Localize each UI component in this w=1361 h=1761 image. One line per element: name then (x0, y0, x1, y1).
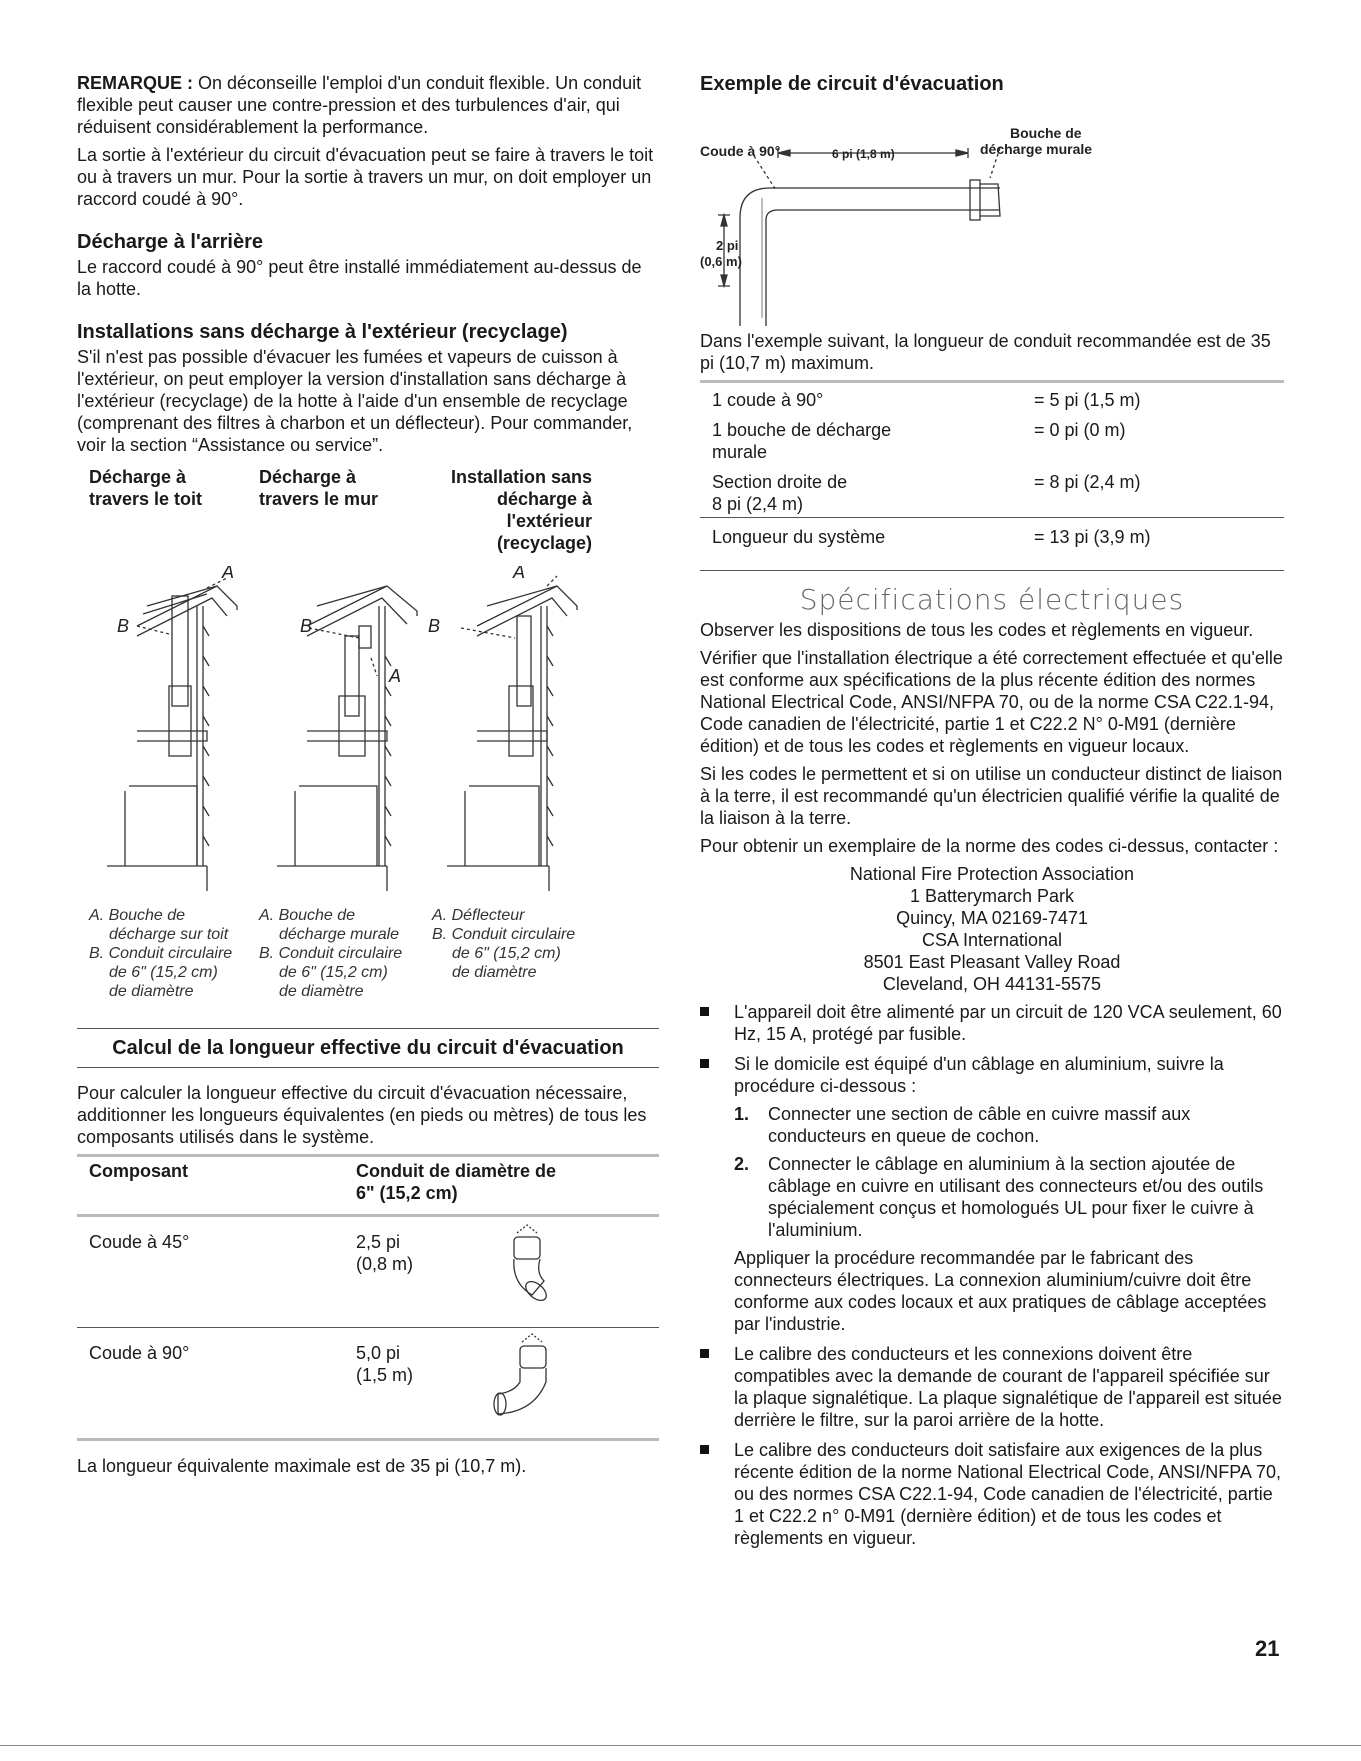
table-row: Coude à 45° 2,5 pi (0,8 m) (77, 1216, 659, 1328)
table-row: 1 coude à 90° = 5 pi (1,5 m) (712, 390, 1141, 410)
bouche-label-2: décharge murale (980, 141, 1093, 157)
height-label-2: (0,6 m) (700, 254, 742, 269)
bottom-rule (0, 1745, 1361, 1746)
sortie-paragraph: La sortie à l'extérieur du circuit d'évacuation peut se faire à travers le toit ou à travers un mur. Pour la sortie à travers un mur, on doit employer un raccord coudé à 90°. (77, 145, 654, 209)
recyclage-title: Installations sans décharge à l'extérieur (recyclage) (77, 321, 568, 343)
length-label: 6 pi (1,8 m) (832, 147, 895, 161)
fig1-label-a: A (222, 566, 235, 582)
remarque-text: On déconseille l'emploi d'un conduit flexible. Un conduit flexible peut causer une contre-pression et des turbulences d'air, qui réduisent considérablement la performance. (77, 73, 642, 137)
height-label-1: 2 pi (716, 238, 739, 253)
calcul-title: Calcul de la longueur effective du circuit d'évacuation (77, 1028, 659, 1068)
list-item: 2. Connecter le câblage en aluminium à la section ajoutée de câblage en cuivre en utilisant des connecteurs et/ou des outils spécialement conçus et homologués UL pour fixer le cuivre à l'aluminium. (734, 1154, 1264, 1240)
installation-drawings (77, 566, 659, 906)
list-item: Le calibre des conducteurs et les connexions doivent être compatibles avec la demande de courant de l'appareil spécifiée sur la plaque signalétique. La plaque signalétique de l'appareil est située derrière le filtre, sur la paroi arrière de la hotte. (700, 1343, 1284, 1431)
coude-label: Coude à 90° (700, 143, 781, 159)
caption-wall: A. Bouche de décharge murale B. Conduit circulaire de 6" (15,2 cm) de diamètre (259, 907, 403, 1000)
figure-headings (77, 466, 659, 566)
decharge-arriere-title: Décharge à l'arrière (77, 231, 263, 253)
caption-roof: A. Bouche de décharge sur toit B. Conduit circulaire de 6" (15,2 cm) de diamètre (89, 907, 233, 1000)
left-column (77, 72, 659, 1483)
fig2-label-b: B (300, 616, 313, 636)
spec-p3: Si les codes le permettent et si on utilise un conducteur distinct de liaison à la terre, il est recommandé qu'un électricien qualifié vérifie la qualité de la liaison à la terre. (700, 764, 1283, 828)
table-row: Coude à 90° 5,0 pi (1,5 m) (77, 1328, 659, 1440)
figure-heading-roof: Décharge à travers le toit (89, 467, 203, 509)
list-item: 1. Connecter une section de câble en cuivre massif aux conducteurs en queue de cochon. (734, 1104, 1191, 1146)
table-total-row: Longueur du système = 13 pi (3,9 m) (700, 518, 1284, 571)
exemple-text: Dans l'exemple suivant, la longueur de conduit recommandée est de 35 pi (10,7 m) maximum. (700, 331, 1271, 373)
max-length-text: La longueur équivalente maximale est de 35 pi (10,7 m). (77, 1456, 527, 1476)
spec-p4: Pour obtenir un exemplaire de la norme des codes ci-dessus, contacter : (700, 836, 1279, 856)
fig2-label-a: A (389, 666, 402, 686)
electrical-bullets (700, 1001, 1284, 1549)
components-table-header (77, 1156, 659, 1216)
recycle-install-drawing (447, 586, 577, 891)
fig1-label-b: B (117, 616, 130, 636)
fig3-label-b: B (428, 616, 441, 636)
elbow-45-icon (492, 1223, 562, 1313)
elbow-90-icon (484, 1332, 574, 1422)
caption-recycle: A. Déflecteur B. Conduit circulaire de 6" (15,2 cm) de diamètre (432, 907, 576, 981)
list-item: L'appareil doit être alimenté par un circuit de 120 VCA seulement, 60 Hz, 15 A, protégé par fusible. (700, 1001, 1284, 1045)
spec-title: Spécifications électriques (799, 583, 1185, 616)
figure-heading-recycle: Installation sans décharge à l'extérieur (recyclage) (450, 467, 592, 553)
calcul-text: Pour calculer la longueur effective du circuit d'évacuation nécessaire, additionner les longueurs équivalentes (en pieds ou mètres) de tous les composants utilisés dans le système. (77, 1083, 647, 1147)
example-table (700, 380, 1284, 571)
address-block: National Fire Protection Association 1 Batterymarch Park Quincy, MA 02169-7471 CSA International 8501 East Pleasant Valley Road Cleveland, OH 44131-5575 (849, 864, 1135, 994)
appliquer-text: Appliquer la procédure recommandée par le fabricant des connecteurs électriques. La connexion aluminium/cuivre doit être conforme aux codes locaux et aux pratiques de câblage acceptées par l'industrie. (734, 1248, 1267, 1334)
wall-install-drawing (277, 586, 417, 891)
table-row: Section droite de 8 pi (2,4 m) = 8 pi (2,4 m) (712, 472, 1141, 514)
recyclage-text: S'il n'est pas possible d'évacuer les fumées et vapeurs de cuisson à l'extérieur, on peut employer la version d'installation sans décharge à l'extérieur (recyclage) de la hotte à l'aide d'un ensemble de recyclage (comprenant des filtres à charbon et un déflecteur). Pour commander, voir la section “Assistance ou service”. (77, 347, 633, 455)
list-item: Le calibre des conducteurs doit satisfaire aux exigences de la plus récente édition de la norme National Electrical Code, ANSI/NFPA 70, ou des normes CSA C22.1-94, Code canadien de l'électricité, partie 1 et C22.2 n° 0-M91 (dernière édition) et de tous les codes et règlements en vigueur. (700, 1439, 1284, 1549)
components-table (77, 1154, 659, 1441)
decharge-arriere-text: Le raccord coudé à 90° peut être installé immédiatement au-dessus de la hotte. (77, 257, 642, 299)
spec-p2: Vérifier que l'installation électrique a été correctement effectuée et qu'elle est conforme aux spécifications de la plus récente édition des normes National Electrical Code, ANSI/NFPA 70, ou de la norme CSA C22.1-94, Code canadien de l'électricité, partie 1 et C22.2 N° 0-M91 (dernière édition) et de tous les codes et règlements en vigueur locaux. (700, 648, 1283, 756)
aluminium-steps (734, 1103, 1284, 1241)
right-column (700, 72, 1284, 1557)
bouche-label-1: Bouche de (1010, 125, 1082, 141)
table-row: 1 bouche de décharge murale = 0 pi (0 m) (712, 420, 1126, 462)
spec-p1: Observer les dispositions de tous les codes et règlements en vigueur. (700, 620, 1254, 640)
exemple-title: Exemple de circuit d'évacuation (700, 73, 1004, 95)
remarque-label: REMARQUE : (77, 73, 193, 93)
fig3-label-a: A (513, 566, 526, 582)
col-conduit: Conduit de diamètre de 6" (15,2 cm) (344, 1156, 659, 1216)
remarque-paragraph (77, 72, 659, 138)
page-number: 21 (1255, 1636, 1280, 1661)
figure-captions (77, 906, 659, 1002)
col-composant: Composant (77, 1156, 344, 1216)
figure-heading-wall: Décharge à travers le mur (259, 467, 379, 509)
installation-figures (77, 566, 659, 906)
exhaust-example-diagram (700, 98, 1284, 326)
list-item: Si le domicile est équipé d'un câblage en aluminium, suivre la procédure ci-dessous : 1. Connecter une section de câble en cuivre massif aux conducteurs en queue de cochon. 2. Connecter le câblage en aluminium à la section ajoutée de câblage en cuivre en utilisant des connecteurs et/ou des outils spécialement conçus et homologués UL pour fixer le cuivre à l'aluminium. Appliquer la procédure recommandée par le fabricant des connecteurs électriques. La connexion aluminium/cuivre doit être conforme aux codes locaux et aux pratiques de câblage acceptées par l'industrie. (700, 1053, 1284, 1335)
